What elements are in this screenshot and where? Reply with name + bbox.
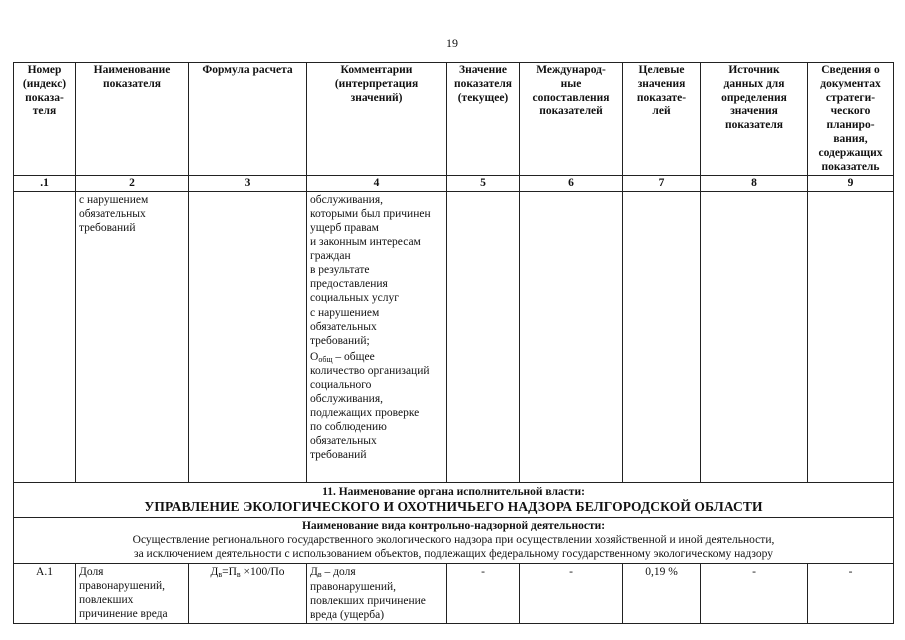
column-number: 8	[701, 176, 808, 192]
page-number: 19	[446, 36, 458, 50]
continuation-comment-cell: обслуживания, которыми был причинен ущерб правам и законным интересам граждан в результате предоставления социальных услуг с нарушением обязательных требований; $О_{общ}$ – общее количество организаций социального обслуживания, подлежащих проверке по соблюдению обязательных требований	[307, 192, 447, 483]
indicator-source: -	[701, 563, 808, 623]
header-col-documents: Сведения о документах стратеги- ческого планиро- вания, содержащих показатель	[808, 63, 894, 176]
activity-row	[14, 517, 894, 563]
header-col-target: Целевые значения показате- лей	[623, 63, 701, 176]
column-number-row	[14, 176, 894, 192]
activity-title: Наименование вида контрольно-надзорной деятельности:	[301, 519, 606, 532]
indicator-formula: $Д_в=П_в \times 100/По$	[189, 563, 307, 623]
section-title: 11. Наименование органа исполнительной власти:	[322, 486, 585, 499]
continuation-target-cell	[623, 192, 701, 483]
continuation-source-cell	[701, 192, 808, 483]
column-number: 4	[307, 176, 447, 192]
column-number: 9	[808, 176, 894, 192]
continuation-documents-cell	[808, 192, 894, 483]
header-col-current-value: Значение показателя (текущее)	[447, 63, 520, 176]
agency-name: УПРАВЛЕНИЕ ЭКОЛОГИЧЕСКОГО И ОХОТНИЧЬЕГО НАДЗОРА БЕЛГОРОДСКОЙ ОБЛАСТИ	[144, 499, 763, 515]
section-heading-row	[14, 483, 894, 517]
indicators-table	[13, 62, 894, 624]
indicator-index: А.1	[14, 563, 76, 623]
continuation-international-cell	[520, 192, 623, 483]
activity-description-line: Осуществление регионального государственного экологического надзора при осуществлении хозяйственной и иной деятельности,	[132, 533, 775, 546]
indicator-documents: -	[808, 563, 894, 623]
column-number: 5	[447, 176, 520, 192]
indicator-name: Доля правонарушений, повлекших причинение вреда	[76, 563, 189, 623]
indicator-international: -	[520, 563, 623, 623]
activity-cell	[14, 517, 894, 563]
continuation-name-cell: с нарушением обязательных требований	[76, 192, 189, 483]
table-row	[14, 563, 894, 623]
column-number: 2	[76, 176, 189, 192]
variable-definition: $Д_в$ – доля	[310, 565, 356, 579]
header-col-formula: Формула расчета	[189, 63, 307, 176]
header-col-international: Международ- ные сопоставления показателей	[520, 63, 623, 176]
activity-description-line: за исключением деятельности с использованием объектов, подлежащих федеральному государственному экологическому надзору	[134, 547, 773, 560]
continuation-row	[14, 192, 894, 483]
continuation-formula-cell	[189, 192, 307, 483]
indicator-current-value: -	[447, 563, 520, 623]
header-col-index: Номер (индекс) показа- теля	[14, 63, 76, 176]
header-col-source: Источник данных для определения значения показателя	[701, 63, 808, 176]
section-heading-cell	[14, 483, 894, 517]
column-number: 6	[520, 176, 623, 192]
indicator-comment: $Д_в$ – доля правонарушений, повлекших причинение вреда (ущерба)	[307, 563, 447, 623]
header-col-comments: Комментарии (интерпретация значений)	[307, 63, 447, 176]
column-number: .1	[14, 176, 76, 192]
header-row	[14, 63, 894, 176]
indicator-target: 0,19 %	[623, 563, 701, 623]
continuation-current-cell	[447, 192, 520, 483]
column-number: 3	[189, 176, 307, 192]
continuation-index-cell	[14, 192, 76, 483]
column-number: 7	[623, 176, 701, 192]
variable-definition: $О_{общ}$ – общее	[310, 350, 375, 364]
header-col-name: Наименование показателя	[76, 63, 189, 176]
